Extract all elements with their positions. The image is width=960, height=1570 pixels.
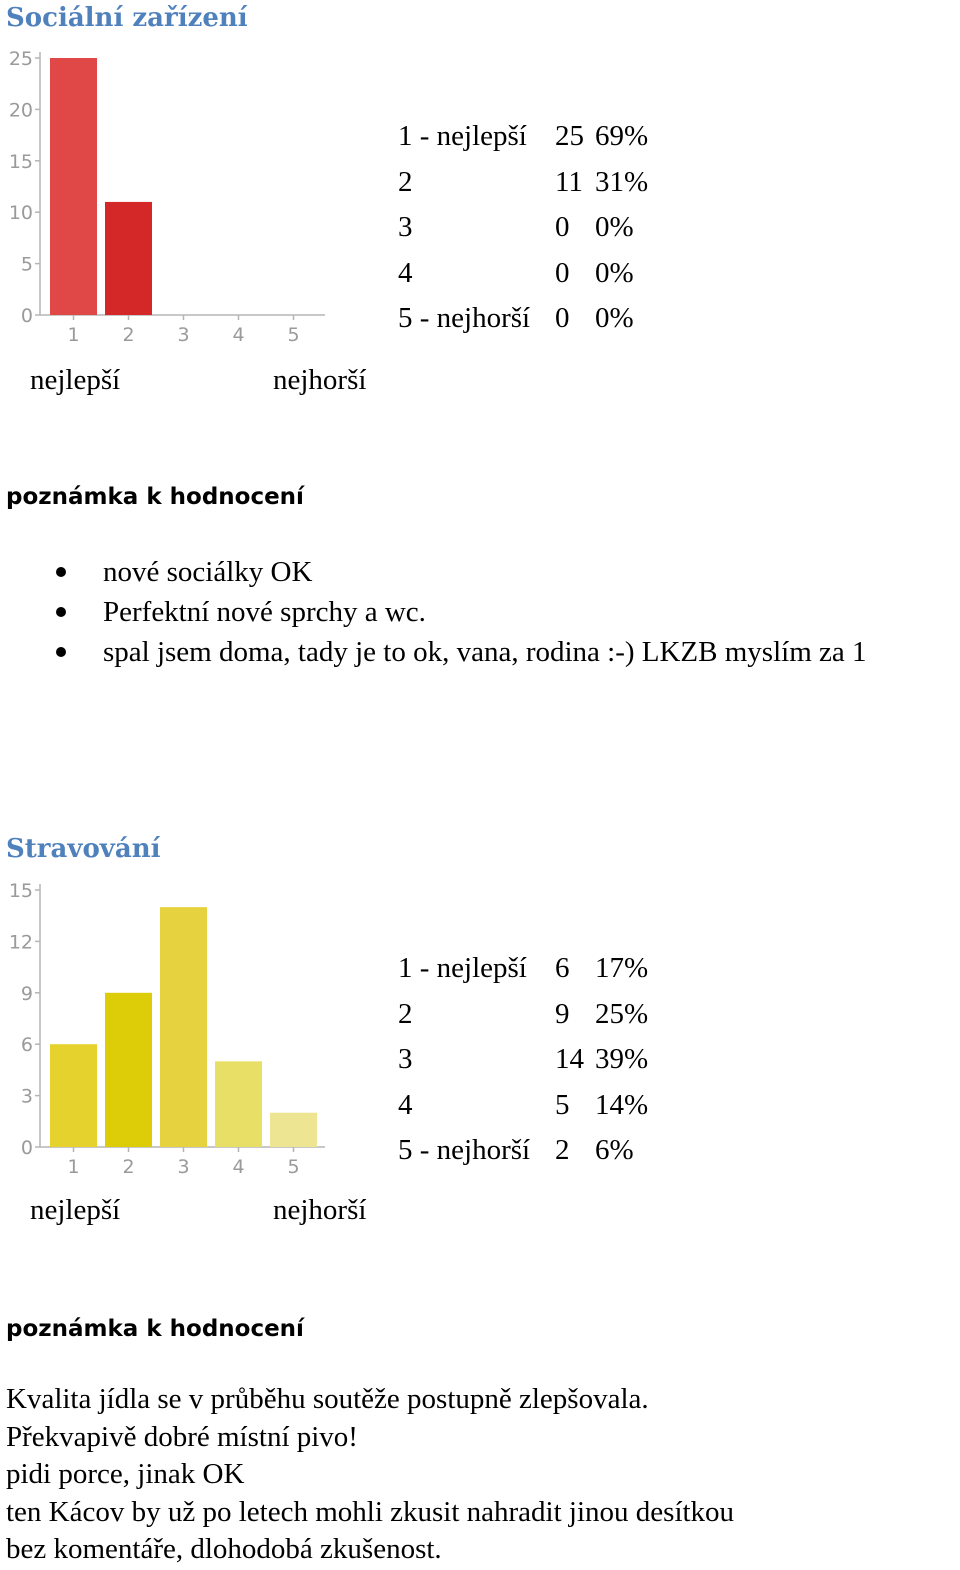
best-label: nejlepší: [30, 364, 121, 396]
note-line: pidi porce, jinak OK: [6, 1458, 245, 1490]
results-table: [398, 114, 648, 342]
note-title: poznámka k hodnocení: [6, 484, 304, 510]
x-tick-label: 2: [122, 1156, 135, 1178]
bullet-icon: [56, 567, 66, 577]
y-tick-label: 3: [20, 1085, 33, 1108]
table-row: [398, 1083, 648, 1129]
table-row: [398, 992, 648, 1038]
y-tick-label: 25: [8, 48, 33, 70]
rating-count: 14: [555, 1043, 584, 1076]
section-heading: Sociální zařízení: [6, 3, 248, 33]
table-row: [398, 1037, 648, 1083]
worst-label: nejhorší: [273, 1194, 367, 1226]
rating-label: 1 - nejlepší: [398, 120, 527, 152]
rating-percent: 31%: [595, 165, 649, 198]
rating-percent: 14%: [595, 1088, 649, 1121]
rating-label: 4: [398, 1088, 413, 1121]
bar: [160, 907, 207, 1147]
rating-percent: 17%: [595, 952, 649, 984]
rating-label: 5 - nejhorší: [398, 302, 531, 335]
y-tick-label: 0: [20, 1137, 33, 1159]
note-line: ten Kácov by už po letech mohli zkusit nahradit jinou desítkou: [6, 1495, 735, 1528]
rating-percent: 25%: [595, 997, 649, 1030]
rating-count: 25: [555, 120, 584, 152]
rating-count: 6: [555, 952, 570, 984]
rating-count: 5: [555, 1088, 570, 1121]
y-tick-label: 15: [8, 880, 33, 902]
table-row: [398, 160, 648, 206]
rating-label: 5 - nejhorší: [398, 1134, 531, 1167]
table-row: [398, 114, 648, 160]
table-row: [398, 296, 648, 342]
list-item: [0, 632, 867, 672]
bar: [270, 1113, 317, 1147]
rating-label: 4: [398, 256, 413, 289]
y-tick-label: 10: [8, 202, 33, 225]
section-heading: Stravování: [6, 834, 161, 864]
y-tick-label: 12: [8, 931, 33, 954]
bullet-icon: [56, 607, 66, 617]
rating-percent: 69%: [595, 120, 649, 152]
y-tick-label: 15: [8, 150, 33, 173]
rating-percent: 0%: [595, 302, 634, 335]
notes-list: [0, 552, 867, 672]
table-row: [398, 1128, 648, 1174]
notes-text: [6, 1381, 734, 1569]
y-tick-label: 20: [8, 99, 33, 122]
x-tick-label: 5: [287, 1156, 300, 1178]
rating-count: 0: [555, 211, 570, 244]
rating-percent: 6%: [595, 1134, 634, 1167]
bar-chart: [0, 40, 340, 390]
note-text: nové sociálky OK: [103, 556, 313, 588]
results-table: [398, 946, 648, 1174]
note-line: Kvalita jídla se v průběhu soutěže postupně zlepšovala.: [6, 1383, 649, 1415]
table-row: [398, 946, 648, 992]
worst-label: nejhorší: [273, 364, 367, 396]
table-row: [398, 251, 648, 297]
rating-count: 0: [555, 256, 570, 289]
bar: [215, 1061, 262, 1147]
list-item: [0, 552, 867, 592]
note-line: bez komentáře, dlohodobá zkušenost.: [6, 1533, 442, 1565]
x-tick-label: 3: [177, 1156, 190, 1178]
table-row: [398, 205, 648, 251]
x-tick-label: 3: [177, 324, 190, 346]
bar: [105, 993, 152, 1147]
note-title: poznámka k hodnocení: [6, 1316, 304, 1342]
y-tick-label: 6: [20, 1034, 33, 1057]
rating-count: 2: [555, 1134, 570, 1167]
bar: [50, 1044, 97, 1147]
rating-count: 9: [555, 997, 570, 1030]
note-text: Perfektní nové sprchy a wc.: [103, 596, 426, 628]
x-tick-label: 1: [67, 324, 80, 346]
rating-label: 3: [398, 1043, 413, 1076]
rating-percent: 0%: [595, 256, 634, 289]
note-text: spal jsem doma, tady je to ok, vana, rodina :-) LKZB myslím za 1: [103, 636, 867, 668]
rating-label: 2: [398, 997, 413, 1030]
rating-percent: 0%: [595, 211, 634, 244]
list-item: [0, 592, 867, 632]
best-label: nejlepší: [30, 1194, 121, 1226]
bar-chart: [0, 872, 340, 1182]
rating-label: 1 - nejlepší: [398, 952, 527, 984]
rating-label: 3: [398, 211, 413, 244]
rating-count: 0: [555, 302, 570, 335]
y-tick-label: 0: [20, 305, 33, 327]
bar: [50, 58, 97, 315]
x-tick-label: 2: [122, 324, 135, 346]
rating-percent: 39%: [595, 1043, 649, 1076]
y-tick-label: 9: [20, 982, 33, 1005]
x-tick-label: 4: [232, 324, 245, 346]
x-tick-label: 1: [67, 1156, 80, 1178]
rating-label: 2: [398, 165, 413, 198]
note-line: Překvapivě dobré místní pivo!: [6, 1420, 358, 1453]
bar: [105, 202, 152, 315]
y-tick-label: 5: [20, 253, 33, 276]
x-tick-label: 4: [232, 1156, 245, 1178]
bullet-icon: [56, 647, 66, 657]
rating-count: 11: [555, 165, 583, 198]
x-tick-label: 5: [287, 324, 300, 346]
